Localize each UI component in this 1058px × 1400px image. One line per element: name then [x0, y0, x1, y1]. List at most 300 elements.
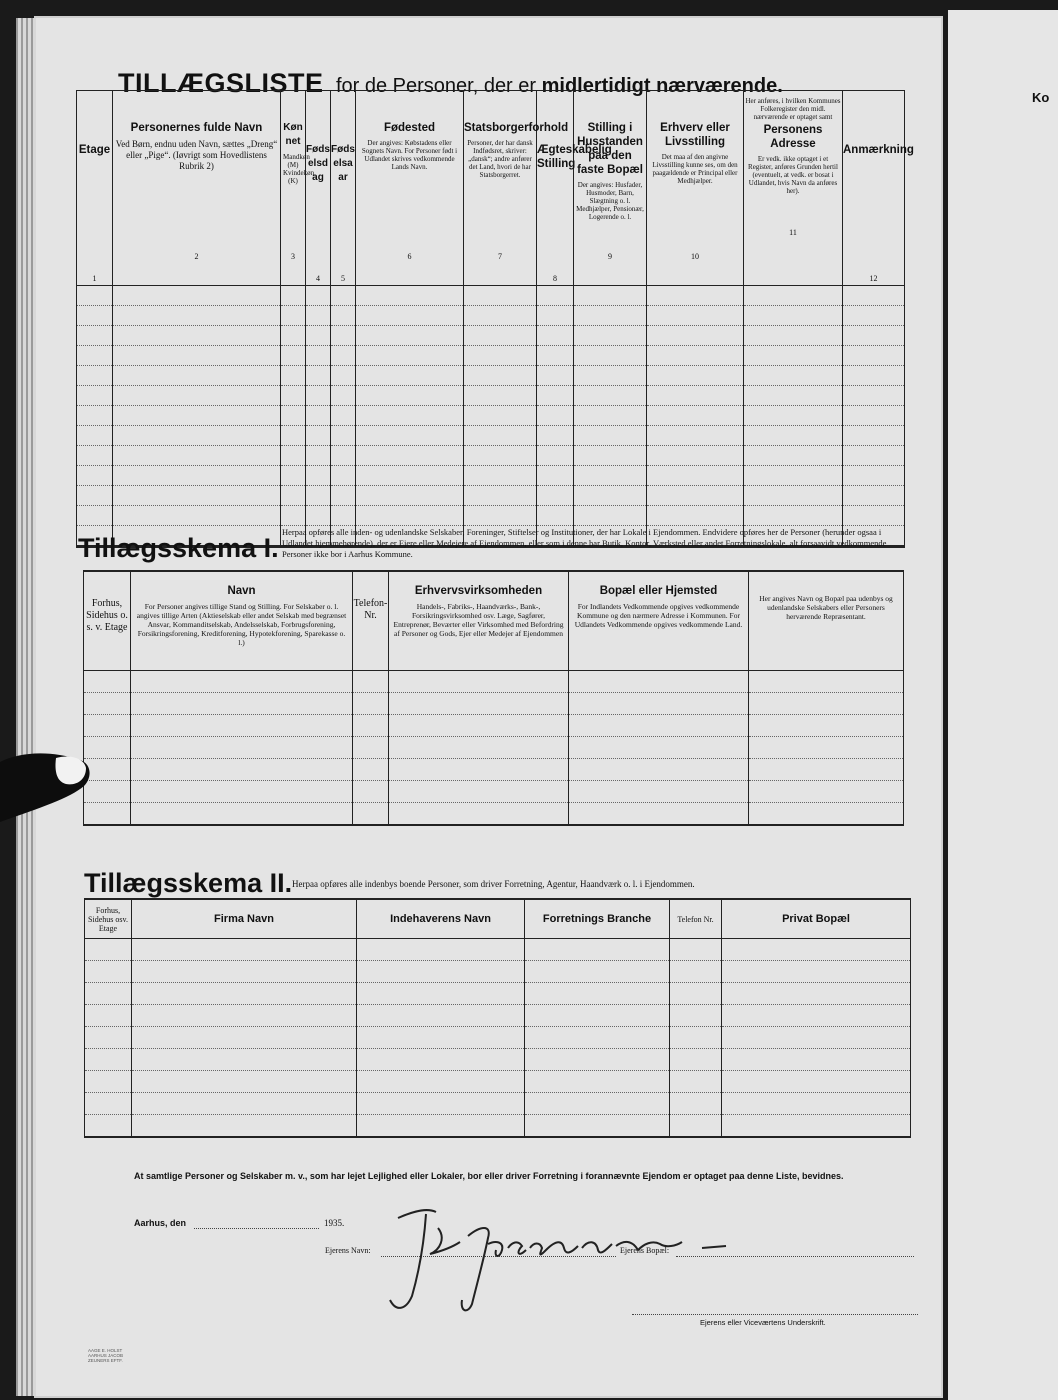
skema2-cell[interactable]: [85, 1049, 132, 1071]
list-cell[interactable]: [281, 326, 306, 346]
list-cell[interactable]: [77, 466, 113, 486]
skema1-cell[interactable]: [84, 715, 131, 737]
list-cell[interactable]: [331, 286, 356, 306]
list-cell[interactable]: [306, 466, 331, 486]
skema2-cell[interactable]: [670, 1115, 722, 1138]
list-cell[interactable]: [113, 286, 281, 306]
skema2-cell[interactable]: [132, 1027, 357, 1049]
list-cell[interactable]: [113, 326, 281, 346]
list-cell[interactable]: [744, 286, 843, 306]
list-cell[interactable]: [77, 286, 113, 306]
list-cell[interactable]: [331, 346, 356, 366]
list-cell[interactable]: [356, 326, 464, 346]
list-cell[interactable]: [843, 506, 905, 526]
skema2-cell[interactable]: [357, 1071, 525, 1093]
list-cell[interactable]: [356, 346, 464, 366]
list-cell[interactable]: [537, 326, 574, 346]
list-cell[interactable]: [574, 386, 647, 406]
list-cell[interactable]: [281, 506, 306, 526]
skema1-cell[interactable]: [749, 737, 904, 759]
list-header-col-7: [464, 91, 569, 286]
list-cell[interactable]: [77, 346, 113, 366]
skema2-cell[interactable]: [132, 939, 357, 961]
skema2-cell[interactable]: [722, 1093, 911, 1115]
skema1-cell[interactable]: [389, 781, 569, 803]
skema1-cell[interactable]: [353, 737, 389, 759]
list-cell[interactable]: [356, 426, 464, 446]
skema1-header-title: Forhus, Sidehus o. s. v. Etage: [86, 598, 128, 633]
list-cell[interactable]: [356, 366, 464, 386]
skema2-cell[interactable]: [722, 1049, 911, 1071]
skema2-cell[interactable]: [722, 1027, 911, 1049]
list-header-subtext: Ved Børn, endnu uden Navn, sættes „Dreng“ eller „Pige“. (Iøvrigt som Hovedlistens Rubrik 2): [115, 139, 278, 171]
list-cell[interactable]: [574, 446, 647, 466]
list-cell[interactable]: [77, 326, 113, 346]
skema2-cell[interactable]: [85, 1115, 132, 1138]
list-cell[interactable]: [113, 386, 281, 406]
list-cell[interactable]: [744, 346, 843, 366]
skema2-cell[interactable]: [670, 1093, 722, 1115]
skema2-cell[interactable]: [525, 1049, 670, 1071]
skema1-cell[interactable]: [749, 671, 904, 693]
list-cell[interactable]: [744, 466, 843, 486]
skema1-header-subtext: For Indlandets Vedkommende opgives vedkommende Kommune og den nærmere Adresse i Kommunen. For Udlandets Vedkommende opgives vedkommende Land.: [574, 602, 743, 629]
list-cell[interactable]: [306, 306, 331, 326]
list-cell[interactable]: [331, 466, 356, 486]
list-cell[interactable]: [331, 326, 356, 346]
skema1-header-subtext: Her angives Navn og Bopæl paa udenbys og udenlandske Selskabers eller Personers herværende Repræsentant.: [759, 594, 893, 621]
skema2-cell[interactable]: [357, 1093, 525, 1115]
list-cell[interactable]: [356, 506, 464, 526]
list-column-number: 1: [92, 274, 97, 283]
list-header-col-10: [647, 91, 744, 286]
list-cell[interactable]: [113, 306, 281, 326]
list-cell[interactable]: [744, 326, 843, 346]
skema1-cell[interactable]: [749, 803, 904, 826]
list-cell[interactable]: [281, 446, 306, 466]
skema1-cell[interactable]: [84, 693, 131, 715]
skema2-cell[interactable]: [670, 961, 722, 983]
skema1-cell[interactable]: [353, 803, 389, 826]
footer-year: 1935.: [324, 1218, 345, 1228]
tillaegsliste-table: [76, 90, 914, 548]
list-cell[interactable]: [281, 306, 306, 326]
skema2-row: [85, 1115, 911, 1138]
owner-name-label: Ejerens Navn:: [325, 1246, 371, 1255]
list-cell[interactable]: [574, 286, 647, 306]
list-cell[interactable]: [843, 486, 905, 506]
skema2-cell[interactable]: [357, 1027, 525, 1049]
skema1-cell[interactable]: [131, 781, 353, 803]
list-column-number: 7: [498, 252, 502, 261]
list-cell[interactable]: [574, 306, 647, 326]
skema2-cell[interactable]: [85, 1027, 132, 1049]
list-header-title: Stilling i Husstanden paa den faste Bopæl: [577, 122, 643, 176]
skema1-header-subtext: Handels-, Fabriks-, Haandværks-, Bank-, Forsikringsvirksomhed osv. Læge, Sagfører, Entreprenør, Beværter eller Virksomhed med Befordring af Personer og Gods, Ejer eller Medejer af Ejendommen: [393, 602, 564, 638]
skema2-cell[interactable]: [525, 1093, 670, 1115]
skema2-cell[interactable]: [357, 1049, 525, 1071]
list-cell[interactable]: [113, 506, 281, 526]
list-cell[interactable]: [537, 346, 574, 366]
skema1-cell[interactable]: [131, 671, 353, 693]
list-column-number: 5: [341, 274, 345, 283]
list-cell[interactable]: [306, 426, 331, 446]
thumb-holding-page: [0, 752, 95, 827]
list-cell[interactable]: [647, 426, 744, 446]
list-cell[interactable]: [113, 426, 281, 446]
list-cell[interactable]: [537, 366, 574, 386]
list-cell[interactable]: [647, 446, 744, 466]
list-cell[interactable]: [464, 346, 537, 366]
list-cell[interactable]: [843, 286, 905, 306]
list-cell[interactable]: [744, 446, 843, 466]
printer-mark: AAGE E. HOLST AARHUS JACOB ZEUNERS EFTF.: [88, 1348, 124, 1363]
list-cell[interactable]: [574, 406, 647, 426]
list-cell[interactable]: [331, 406, 356, 426]
list-cell[interactable]: [843, 406, 905, 426]
skema2-cell[interactable]: [85, 1005, 132, 1027]
list-cell[interactable]: [281, 486, 306, 506]
skema2-cell[interactable]: [722, 1115, 911, 1138]
skema1-cell[interactable]: [569, 715, 749, 737]
list-column-number: 4: [316, 274, 320, 283]
skema2-cell[interactable]: [357, 961, 525, 983]
list-cell[interactable]: [843, 466, 905, 486]
skema2-cell[interactable]: [525, 961, 670, 983]
list-cell[interactable]: [306, 366, 331, 386]
list-cell[interactable]: [113, 366, 281, 386]
list-cell[interactable]: [113, 446, 281, 466]
skema2-cell[interactable]: [357, 1005, 525, 1027]
list-cell[interactable]: [537, 486, 574, 506]
skema2-cell[interactable]: [525, 1005, 670, 1027]
list-cell[interactable]: [464, 386, 537, 406]
list-cell[interactable]: [537, 406, 574, 426]
list-cell[interactable]: [647, 366, 744, 386]
skema2-cell[interactable]: [132, 983, 357, 1005]
list-row: [77, 326, 905, 346]
skema1-header-col-3: [353, 571, 389, 671]
list-cell[interactable]: [281, 426, 306, 446]
form-page: [36, 18, 941, 1396]
list-cell[interactable]: [647, 386, 744, 406]
list-cell[interactable]: [843, 446, 905, 466]
skema1-cell[interactable]: [131, 715, 353, 737]
skema1-cell[interactable]: [389, 759, 569, 781]
list-row: [77, 366, 905, 386]
list-cell[interactable]: [464, 286, 537, 306]
skema1-cell[interactable]: [569, 671, 749, 693]
skema2-row: [85, 1005, 911, 1027]
list-cell[interactable]: [281, 406, 306, 426]
skema2-cell[interactable]: [670, 1071, 722, 1093]
list-cell[interactable]: [647, 286, 744, 306]
skema1-cell[interactable]: [569, 759, 749, 781]
skema2-cell[interactable]: [525, 939, 670, 961]
list-cell[interactable]: [306, 386, 331, 406]
list-cell[interactable]: [113, 486, 281, 506]
skema2-cell[interactable]: [525, 1071, 670, 1093]
skema1-cell[interactable]: [749, 693, 904, 715]
list-cell[interactable]: [77, 486, 113, 506]
list-header-col-2: [113, 91, 281, 286]
list-cell[interactable]: [647, 506, 744, 526]
list-row: [77, 346, 905, 366]
list-cell[interactable]: [356, 486, 464, 506]
list-cell[interactable]: [537, 426, 574, 446]
list-column-number: 8: [553, 274, 557, 283]
list-cell[interactable]: [356, 406, 464, 426]
list-cell[interactable]: [356, 446, 464, 466]
skema2-cell[interactable]: [722, 1071, 911, 1093]
skema1-cell[interactable]: [389, 737, 569, 759]
signature: [376, 1188, 756, 1318]
skema1-header-title: Erhvervsvirksomheden: [414, 585, 543, 597]
skema1-cell[interactable]: [389, 803, 569, 826]
list-cell[interactable]: [331, 506, 356, 526]
list-cell[interactable]: [77, 366, 113, 386]
list-cell[interactable]: [464, 306, 537, 326]
list-header-title: Etage: [78, 144, 111, 156]
list-cell[interactable]: [647, 466, 744, 486]
list-cell[interactable]: [574, 426, 647, 446]
skema2-header-col-2: [132, 899, 357, 939]
list-row: [77, 426, 905, 446]
list-cell[interactable]: [647, 306, 744, 326]
list-header-col-4: [306, 91, 331, 286]
list-cell[interactable]: [843, 386, 905, 406]
list-cell[interactable]: [281, 386, 306, 406]
list-header-title: Kønnet: [283, 122, 303, 147]
list-cell[interactable]: [843, 426, 905, 446]
skema2-cell[interactable]: [357, 1115, 525, 1138]
list-cell[interactable]: [464, 466, 537, 486]
list-cell[interactable]: [331, 306, 356, 326]
skema2-cell[interactable]: [85, 1071, 132, 1093]
skema2-cell[interactable]: [525, 1027, 670, 1049]
date-line: [194, 1228, 319, 1229]
skema1-cell[interactable]: [353, 781, 389, 803]
list-header-col-5: [331, 91, 356, 286]
list-cell[interactable]: [574, 486, 647, 506]
list-cell[interactable]: [306, 286, 331, 306]
skema1-header-col-5: [569, 571, 749, 671]
skema1-title: Tillægsskema I.: [78, 533, 279, 563]
list-cell[interactable]: [744, 426, 843, 446]
list-cell[interactable]: [744, 366, 843, 386]
skema1-header-col-1: [84, 571, 131, 671]
skema2-cell[interactable]: [357, 983, 525, 1005]
skema1-cell[interactable]: [749, 781, 904, 803]
list-cell[interactable]: [464, 406, 537, 426]
list-cell[interactable]: [356, 286, 464, 306]
list-row: [77, 466, 905, 486]
list-cell[interactable]: [113, 466, 281, 486]
list-cell[interactable]: [647, 406, 744, 426]
list-column-number: 9: [608, 252, 612, 261]
list-cell[interactable]: [537, 506, 574, 526]
skema1-cell[interactable]: [569, 693, 749, 715]
list-header-subtext: Er vedk. ikke optaget i et Register, anføres Grunden hertil (eventuelt, at vedk. er bosat i Udlandet, hvis Navn da anføres her).: [748, 155, 838, 195]
skema1-header-title: Navn: [227, 585, 256, 597]
skema2-cell[interactable]: [722, 1005, 911, 1027]
list-header-title: Fødested: [383, 122, 436, 134]
skema2-cell[interactable]: [670, 1005, 722, 1027]
list-cell[interactable]: [574, 346, 647, 366]
list-cell[interactable]: [464, 426, 537, 446]
skema1-cell[interactable]: [389, 715, 569, 737]
skema2-cell[interactable]: [85, 961, 132, 983]
list-cell[interactable]: [744, 506, 843, 526]
list-row: [77, 306, 905, 326]
list-cell[interactable]: [464, 446, 537, 466]
list-column-number: 11: [789, 228, 797, 237]
list-cell[interactable]: [464, 326, 537, 346]
skema1-cell[interactable]: [749, 715, 904, 737]
list-cell[interactable]: [331, 366, 356, 386]
list-cell[interactable]: [356, 306, 464, 326]
skema1-cell[interactable]: [84, 671, 131, 693]
skema1-cell[interactable]: [353, 759, 389, 781]
skema2-cell[interactable]: [670, 1027, 722, 1049]
skema2-cell[interactable]: [132, 1049, 357, 1071]
list-cell[interactable]: [537, 306, 574, 326]
list-cell[interactable]: [537, 446, 574, 466]
skema2-cell[interactable]: [722, 939, 911, 961]
list-cell[interactable]: [281, 466, 306, 486]
skema1-row: [84, 671, 904, 693]
list-cell[interactable]: [306, 506, 331, 526]
list-cell[interactable]: [464, 506, 537, 526]
list-cell[interactable]: [281, 366, 306, 386]
skema1-cell[interactable]: [131, 759, 353, 781]
list-cell[interactable]: [843, 306, 905, 326]
list-cell[interactable]: [77, 306, 113, 326]
adjacent-page: [948, 10, 1058, 1400]
list-cell[interactable]: [574, 466, 647, 486]
skema1-cell[interactable]: [569, 737, 749, 759]
signature-line: [632, 1314, 918, 1315]
skema1-cell[interactable]: [353, 693, 389, 715]
skema1-cell[interactable]: [389, 671, 569, 693]
skema1-cell[interactable]: [569, 781, 749, 803]
list-cell[interactable]: [744, 306, 843, 326]
list-cell[interactable]: [306, 346, 331, 366]
skema2-header-title: Forretnings Branche: [542, 913, 652, 925]
skema2-header-col-1: [85, 899, 132, 939]
list-cell[interactable]: [306, 446, 331, 466]
skema2-cell[interactable]: [670, 983, 722, 1005]
list-cell[interactable]: [306, 406, 331, 426]
main-title-pre: for de Personer, der er: [335, 75, 537, 97]
skema1-row: [84, 759, 904, 781]
skema2-cell[interactable]: [525, 1115, 670, 1138]
list-cell[interactable]: [647, 326, 744, 346]
signature-label: Ejerens eller Viceværtens Underskrift.: [700, 1318, 826, 1327]
skema2-cell[interactable]: [132, 961, 357, 983]
skema1-cell[interactable]: [389, 693, 569, 715]
skema2-cell[interactable]: [525, 983, 670, 1005]
skema2-cell[interactable]: [132, 1005, 357, 1027]
list-cell[interactable]: [537, 386, 574, 406]
list-cell[interactable]: [281, 346, 306, 366]
list-cell[interactable]: [306, 326, 331, 346]
list-cell[interactable]: [647, 346, 744, 366]
list-header-subtext: Det maa af den angivne Livsstilling kunne ses, om den paagældende er Principal eller Medhjælper.: [652, 153, 738, 185]
list-column-number: 3: [291, 252, 295, 261]
skema1-cell[interactable]: [353, 671, 389, 693]
list-cell[interactable]: [464, 486, 537, 506]
list-cell[interactable]: [744, 386, 843, 406]
list-cell[interactable]: [356, 466, 464, 486]
list-cell[interactable]: [537, 286, 574, 306]
list-cell[interactable]: [331, 426, 356, 446]
list-header-col-11: [744, 91, 843, 286]
list-cell[interactable]: [306, 486, 331, 506]
list-cell[interactable]: [77, 406, 113, 426]
list-cell[interactable]: [537, 466, 574, 486]
list-cell[interactable]: [843, 326, 905, 346]
skema2-cell[interactable]: [132, 1093, 357, 1115]
list-cell[interactable]: [331, 446, 356, 466]
list-cell[interactable]: [113, 406, 281, 426]
skema2-cell[interactable]: [85, 983, 132, 1005]
skema2-cell[interactable]: [722, 961, 911, 983]
skema2-cell[interactable]: [722, 983, 911, 1005]
skema2-row: [85, 1049, 911, 1071]
skema1-cell[interactable]: [569, 803, 749, 826]
list-cell[interactable]: [113, 346, 281, 366]
skema1-cell[interactable]: [749, 759, 904, 781]
list-header-title: Statsborgerforhold: [464, 122, 569, 134]
list-header-col-3: [281, 91, 315, 286]
list-cell[interactable]: [574, 506, 647, 526]
list-cell[interactable]: [331, 486, 356, 506]
list-cell[interactable]: [356, 386, 464, 406]
skema2-cell[interactable]: [670, 939, 722, 961]
list-cell[interactable]: [331, 386, 356, 406]
list-header-col-9: [574, 91, 647, 286]
skema1-cell[interactable]: [353, 715, 389, 737]
skema2-cell[interactable]: [85, 1093, 132, 1115]
list-cell[interactable]: [744, 486, 843, 506]
list-header-pre: Her anføres, i hvilken Kommunes Folkeregister den midl. nærværende er optaget samt: [745, 97, 841, 121]
list-cell[interactable]: [77, 446, 113, 466]
list-cell[interactable]: [647, 486, 744, 506]
skema2-cell[interactable]: [670, 1049, 722, 1071]
skema1-row: [84, 803, 904, 826]
list-cell[interactable]: [464, 366, 537, 386]
list-cell[interactable]: [574, 366, 647, 386]
list-cell[interactable]: [77, 426, 113, 446]
skema1-cell[interactable]: [131, 803, 353, 826]
list-cell[interactable]: [843, 346, 905, 366]
skema2-cell[interactable]: [85, 939, 132, 961]
list-cell[interactable]: [843, 366, 905, 386]
skema1-cell[interactable]: [131, 693, 353, 715]
skema1-cell[interactable]: [131, 737, 353, 759]
list-cell[interactable]: [744, 406, 843, 426]
skema2-cell[interactable]: [132, 1115, 357, 1138]
list-cell[interactable]: [77, 386, 113, 406]
list-cell[interactable]: [77, 506, 113, 526]
adjacent-page-text: Ko: [1032, 90, 1050, 105]
skema2-cell[interactable]: [132, 1071, 357, 1093]
skema2-cell[interactable]: [357, 939, 525, 961]
list-cell[interactable]: [574, 326, 647, 346]
skema1-table: [83, 570, 904, 826]
list-cell[interactable]: [281, 286, 306, 306]
